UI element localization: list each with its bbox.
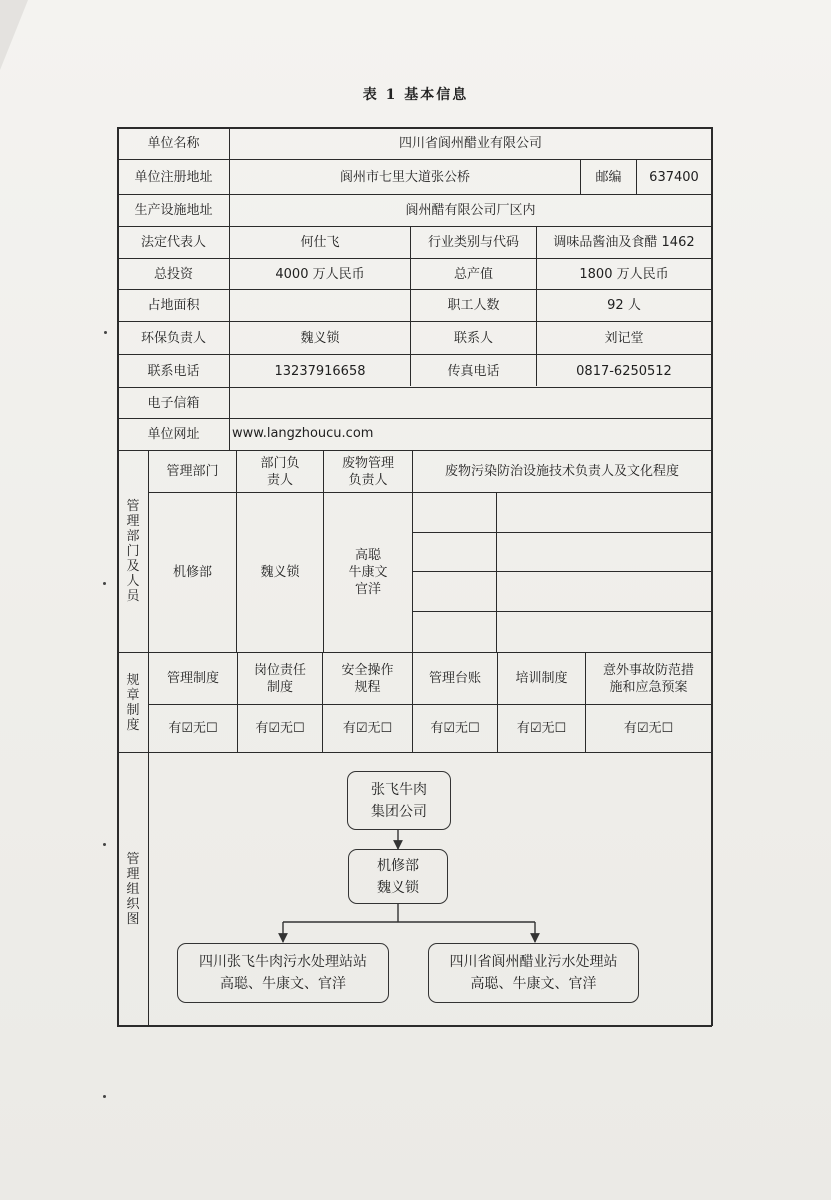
staff-value: 92 人 [607,298,641,313]
website-label: 单位网址 [147,427,200,442]
rules-header-2: 岗位责任制度 [253,662,306,695]
env-head-value: 魏义锁 [300,330,340,346]
reg-addr-label: 单位注册地址 [134,169,213,185]
industry-label: 行业类别与代码 [427,235,519,250]
rules-header-1: 管理制度 [166,671,219,686]
staff-label: 职工人数 [447,298,500,313]
postcode-label: 邮编 [595,169,622,185]
mgmt-header-dept-head: 部门负责人 [260,455,300,488]
org-top-line2: 集团公司 [371,803,427,820]
org-mid-line1: 机修部 [377,857,419,874]
waste-head-1: 高聪 [354,548,381,563]
binder-mark [103,1095,106,1098]
org-right-line2: 高聪、牛康文、官洋 [470,976,597,992]
legal-rep-label: 法定代表人 [140,235,206,250]
rules-value-3: 有☑无☐ [342,721,393,736]
output-value: 1800 万人民币 [579,266,669,282]
fax-label: 传真电话 [447,363,500,379]
reg-addr-value: 阆州市七里大道张公桥 [339,169,470,185]
waste-head-3: 官洋 [354,582,381,597]
org-left-line1: 四川张飞牛肉污水处理站站 [199,954,367,970]
contact-label: 联系人 [453,330,493,346]
industry-value: 调味品酱油及食醋 1462 [553,235,695,250]
output-label: 总产值 [453,266,493,282]
org-section-label: 管理组织图 [126,851,140,927]
org-top-line1: 张飞牛肉 [371,781,427,798]
rules-value-1: 有☑无☐ [168,721,218,736]
mgmt-section-label: 管理部门及人员 [126,499,140,604]
contact-value: 刘记堂 [604,330,644,346]
facility-addr-label: 生产设施地址 [134,203,213,218]
table-title: 表 1 基本信息 [362,87,469,103]
rules-value-5: 有☑无☐ [516,721,567,736]
org-mid-line2: 魏义锁 [377,879,419,896]
investment-value: 4000 万人民币 [275,266,365,282]
fax-value: 0817-6250512 [576,363,672,379]
org-box-zhangfei-station [177,943,389,1003]
rules-header-3: 安全操作规程 [341,662,394,695]
binder-mark [103,582,106,585]
website-value: www.langzhoucu.com [232,425,374,441]
area-label: 占地面积 [147,298,200,313]
rules-header-4: 管理台账 [428,671,481,686]
org-box-langzhou-station [428,943,639,1003]
rules-header-6: 意外事故防范措施和应急预案 [602,662,694,695]
investment-label: 总投资 [153,266,193,282]
rules-section-label: 规章制度 [126,672,140,733]
unit-name-label: 单位名称 [147,136,200,151]
phone-label: 联系电话 [147,363,200,379]
rules-value-2: 有☑无☐ [255,721,305,736]
mgmt-dept-head: 魏义锁 [260,565,300,580]
waste-head-2: 牛康文 [348,565,388,580]
org-box-repair-dept [348,849,448,904]
binder-mark [104,331,107,334]
mgmt-dept: 机修部 [172,565,212,580]
email-label: 电子信箱 [147,395,200,411]
env-head-label: 环保负责人 [140,330,206,346]
facility-addr-value: 阆州醋有限公司厂区内 [405,203,536,218]
rules-value-4: 有☑无☐ [430,721,480,736]
phone-value: 13237916658 [274,363,366,379]
binder-mark [103,843,106,846]
mgmt-header-tech-head: 废物污染防治设施技术负责人及文化程度 [444,464,679,479]
rules-value-6: 有☑无☐ [623,721,674,736]
org-box-group-company [347,771,451,830]
rules-header-5: 培训制度 [515,671,568,686]
mgmt-header-waste-head: 废物管理负责人 [341,455,394,488]
unit-name-value: 四川省阆州醋业有限公司 [398,136,542,151]
org-right-line1: 四川省阆州醋业污水处理站 [449,954,618,970]
legal-rep-value: 何仕飞 [300,235,340,250]
postcode-value: 637400 [649,169,699,185]
org-left-line2: 高聪、牛康文、官洋 [220,976,346,992]
mgmt-header-dept: 管理部门 [166,464,219,479]
